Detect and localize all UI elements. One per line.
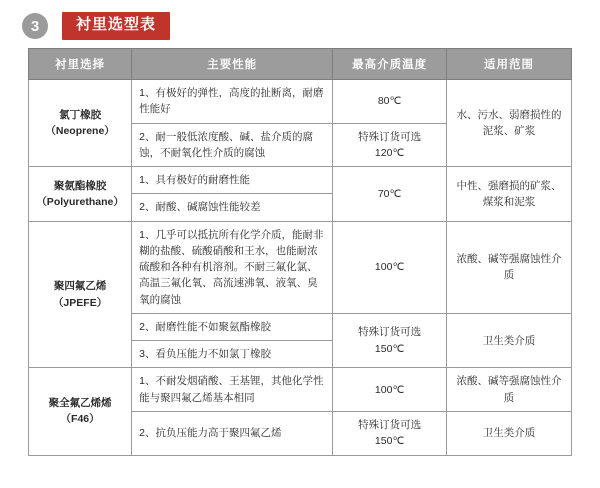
table-row [29,167,572,194]
table-head [29,49,572,80]
lining-name-polyurethane [29,167,132,222]
lining-selection-table [28,48,572,456]
table-body [29,80,572,456]
temperature-value [333,313,447,368]
temperature-order-note: 特殊订货可选 [358,418,422,431]
lining-name-line1: 氯丁橡胶 [59,108,102,121]
table-container [0,42,600,456]
lining-name-jpefe [29,221,132,368]
table-row [29,80,572,124]
temperature-value [333,123,447,167]
performance-text: 2、耐一般低浓度酸、碱、盐介质的腐蚀，不耐氧化性介质的腐蚀 [132,123,333,167]
application-range-f46-bottom: 卫生类介质 [447,411,572,455]
lining-name-line2: （Neoprene） [45,125,115,138]
step-badge: 3 [22,13,48,39]
lining-name-neoprene [29,80,132,167]
performance-text: 1、有极好的弹性，高度的扯断离，耐磨性能好 [132,80,333,124]
performance-text: 2、抗负压能力高于聚四氟乙烯 [132,411,333,455]
column-header-temperature: 最高介质温度 [333,49,447,80]
table-row [29,221,572,313]
temperature-optional-value: 150℃ [374,342,405,355]
performance-text: 1、几乎可以抵抗所有化学介质，能耐非糊的盐酸、硫酸硝酸和王水，也能耐浓硫酸和各种有机溶剂。不耐三氟化氯、高温三氟化氧、高流速沸氧、液氧、臭氧的腐蚀 [132,221,333,313]
column-header-performance: 主要性能 [132,49,333,80]
temperature-value: 70℃ [333,167,447,222]
table-header-row [29,49,572,80]
temperature-order-note: 特殊订货可选 [358,130,422,143]
performance-text: 2、耐酸、碱腐蚀性能较差 [132,194,333,221]
application-range-f46-top: 浓酸、碱等强腐蚀性介质 [447,368,572,412]
lining-name-line2: （Polyurethane） [36,195,124,208]
lining-name-line2: （F46） [60,413,100,426]
performance-text: 3、看负压能力不如氯丁橡胶 [132,341,333,368]
performance-text: 1、具有极好的耐磨性能 [132,167,333,194]
application-range-polyurethane: 中性、强磨损的矿浆、煤浆和泥浆 [447,167,572,222]
lining-name-f46 [29,368,132,455]
temperature-optional-value: 120℃ [374,146,405,159]
performance-text: 1、不耐发烟硝酸、王基锂，其他化学性能与聚四氟乙烯基本相同 [132,368,333,412]
table-row [29,368,572,412]
temperature-optional-value: 150℃ [374,435,405,448]
performance-text: 2、耐磨性能不如聚氨酯橡胶 [132,313,333,340]
page-header [0,0,600,42]
temperature-value [333,411,447,455]
application-range-jpefe-bottom: 卫生类介质 [447,313,572,368]
lining-name-line2: （JPEFE） [52,296,108,309]
application-range-jpefe-top: 浓酸、碱等强腐蚀性介质 [447,221,572,313]
lining-name-line1: 聚四氟乙烯 [53,280,107,293]
page-title: 衬里选型表 [62,12,170,40]
temperature-value: 100℃ [333,368,447,412]
column-header-range: 适用范围 [447,49,572,80]
temperature-order-note: 特殊订货可选 [358,326,422,339]
temperature-value: 80℃ [333,80,447,124]
application-range-neoprene: 水、污水、弱磨损性的泥浆、矿浆 [447,80,572,167]
lining-name-line1: 聚氨酯橡胶 [53,179,107,192]
temperature-value: 100℃ [333,221,447,313]
lining-name-line1: 聚全氟乙烯烯 [48,397,112,410]
column-header-lining: 衬里选择 [29,49,132,80]
